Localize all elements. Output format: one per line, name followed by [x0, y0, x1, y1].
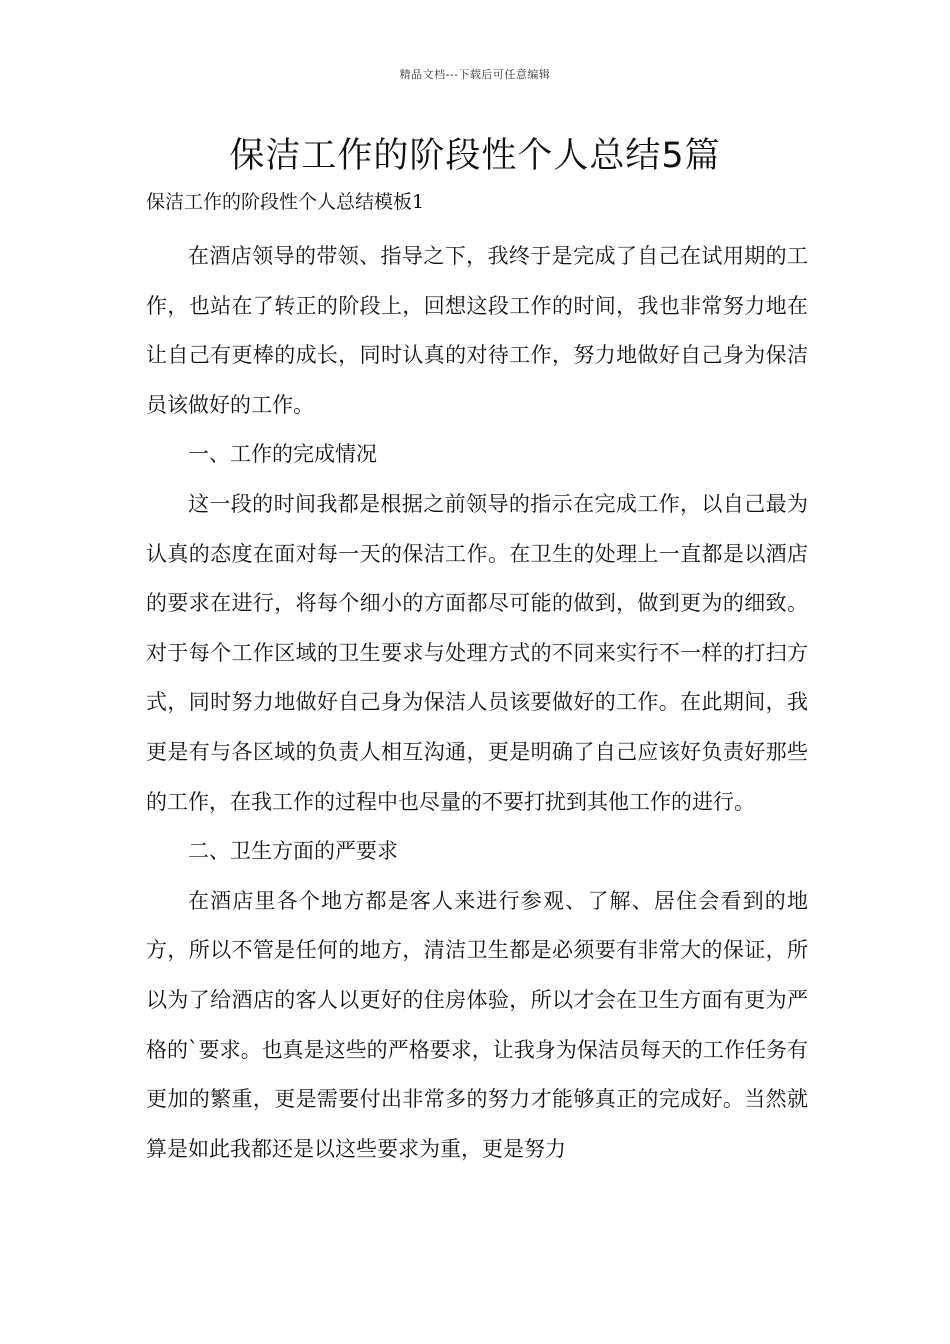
- paragraph-work-completion: 这一段的时间我都是根据之前领导的指示在完成工作，以自己最为认真的态度在面对每一天的保洁工作。在卫生的处理上一直都是以酒店的要求在进行，将每个细小的方面都尽可能的做到，做到更为的细致。对于每个工作区域的卫生要求与处理方式的不同来实行不一样的打扫方式，同时努力地做好自己身为保洁人员该要做好的工作。在此期间，我更是有与各区域的负责人相互沟通，更是明确了自己应该好负责好那些的工作，在我工作的过程中也尽量的不要打扰到其他工作的进行。: [146, 491, 808, 814]
- document-subtitle: 保洁工作的阶段性个人总结模板1: [146, 191, 425, 213]
- section-heading-hygiene-requirements: 二、卫生方面的严要求: [188, 839, 398, 864]
- paragraph-hygiene-requirements: 在酒店里各个地方都是客人来进行参观、了解、居住会看到的地方，所以不管是任何的地方，清洁卫生都是必须要有非常大的保证，所以为了给酒店的客人以更好的住房体验，所以才会在卫生方面有更为严格的`要求。也真是这些的严格要求，让我身为保洁员每天的工作任务有更加的繁重，更是需要付出非常多的努力才能够真正的完成好。当然就算是如此我都还是以这些要求为重，更是努力: [146, 888, 808, 1161]
- document-title: 保洁工作的阶段性个人总结5篇: [229, 136, 721, 176]
- section-heading-work-completion: 一、工作的完成情况: [188, 442, 377, 467]
- document-body: [146, 232, 808, 1174]
- header-note: 精品文档---下载后可任意编辑: [399, 68, 551, 81]
- paragraph-intro: 在酒店领导的带领、指导之下，我终于是完成了自己在试用期的工作，也站在了转正的阶段上，回想这段工作的时间，我也非常努力地在让自己有更棒的成长，同时认真的对待工作，努力地做好自己身为保洁员该做好的工作。: [146, 244, 808, 417]
